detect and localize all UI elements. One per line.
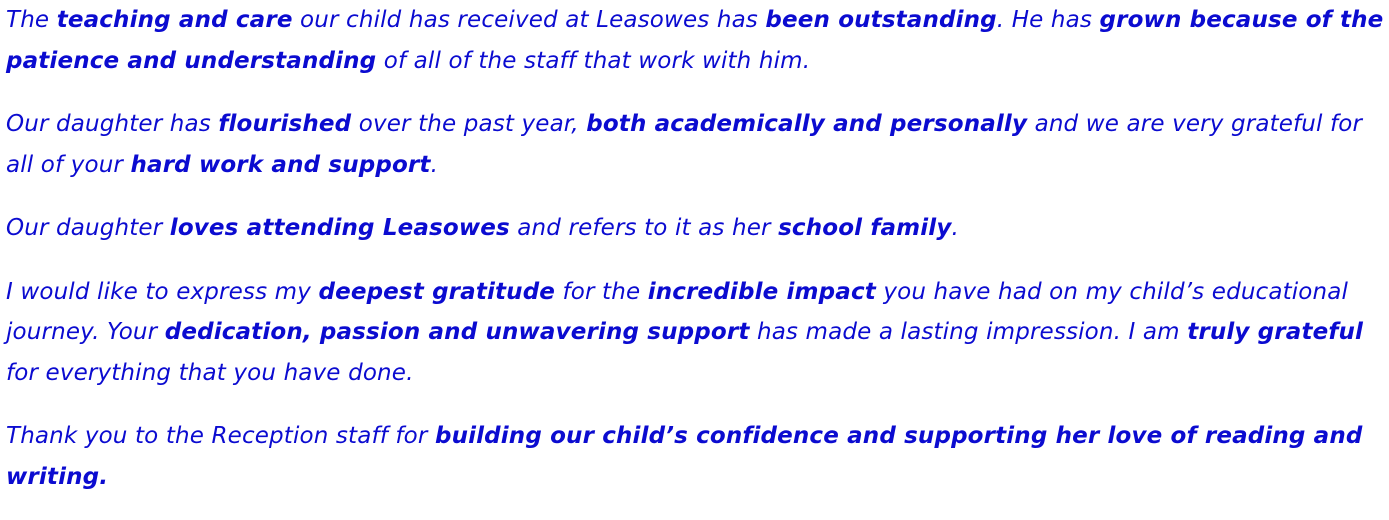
emphasis-text: both academically and personally	[586, 111, 1028, 137]
emphasis-text: dedication, passion and unwavering support	[164, 319, 750, 345]
body-text: for everything that you have done.	[6, 359, 414, 386]
body-text: and refers to it as her	[509, 215, 779, 241]
testimonial-paragraph	[6, 272, 1386, 394]
testimonial-paragraph	[6, 104, 1386, 185]
emphasis-text: building our child’s confidence and supporting her love of reading and writing.	[6, 423, 1363, 490]
emphasis-text: school family	[778, 215, 952, 241]
body-text: over the past year,	[351, 111, 587, 137]
body-text: Our daughter has	[6, 111, 219, 137]
body-text: our child has received at Leasowes has	[292, 7, 766, 33]
testimonial-paragraph	[6, 208, 1386, 249]
body-text: .	[430, 151, 439, 178]
emphasis-text: flourished	[218, 111, 352, 137]
body-text: of all of the staff that work with him.	[376, 47, 811, 74]
emphasis-text: truly grateful	[1187, 319, 1364, 345]
body-text: you have had on my child’s educational journey. Your	[6, 278, 1349, 345]
emphasis-text: been outstanding	[765, 7, 997, 33]
testimonial-paragraph	[6, 0, 1386, 81]
emphasis-text: deepest gratitude	[318, 278, 556, 305]
emphasis-text: teaching and care	[56, 7, 293, 33]
testimonial-paragraph	[6, 416, 1386, 497]
body-text: .	[951, 215, 959, 241]
testimonials-document	[6, 0, 1386, 520]
body-text: for the	[555, 278, 648, 305]
emphasis-text: grown because of the patience and understanding	[6, 7, 1384, 74]
body-text: Thank you to the Reception staff for	[6, 423, 435, 449]
body-text: I would like to express my	[6, 278, 319, 305]
body-text: The	[6, 7, 57, 33]
emphasis-text: loves attending Leasowes	[169, 215, 510, 241]
emphasis-text: hard work and support	[130, 151, 431, 178]
body-text: has made a lasting impression. I am	[749, 319, 1188, 345]
body-text: Our daughter	[6, 215, 170, 241]
body-text: . He has	[996, 7, 1100, 33]
body-text: and we are very grateful for all of your	[6, 111, 1363, 178]
emphasis-text: incredible impact	[647, 278, 876, 305]
